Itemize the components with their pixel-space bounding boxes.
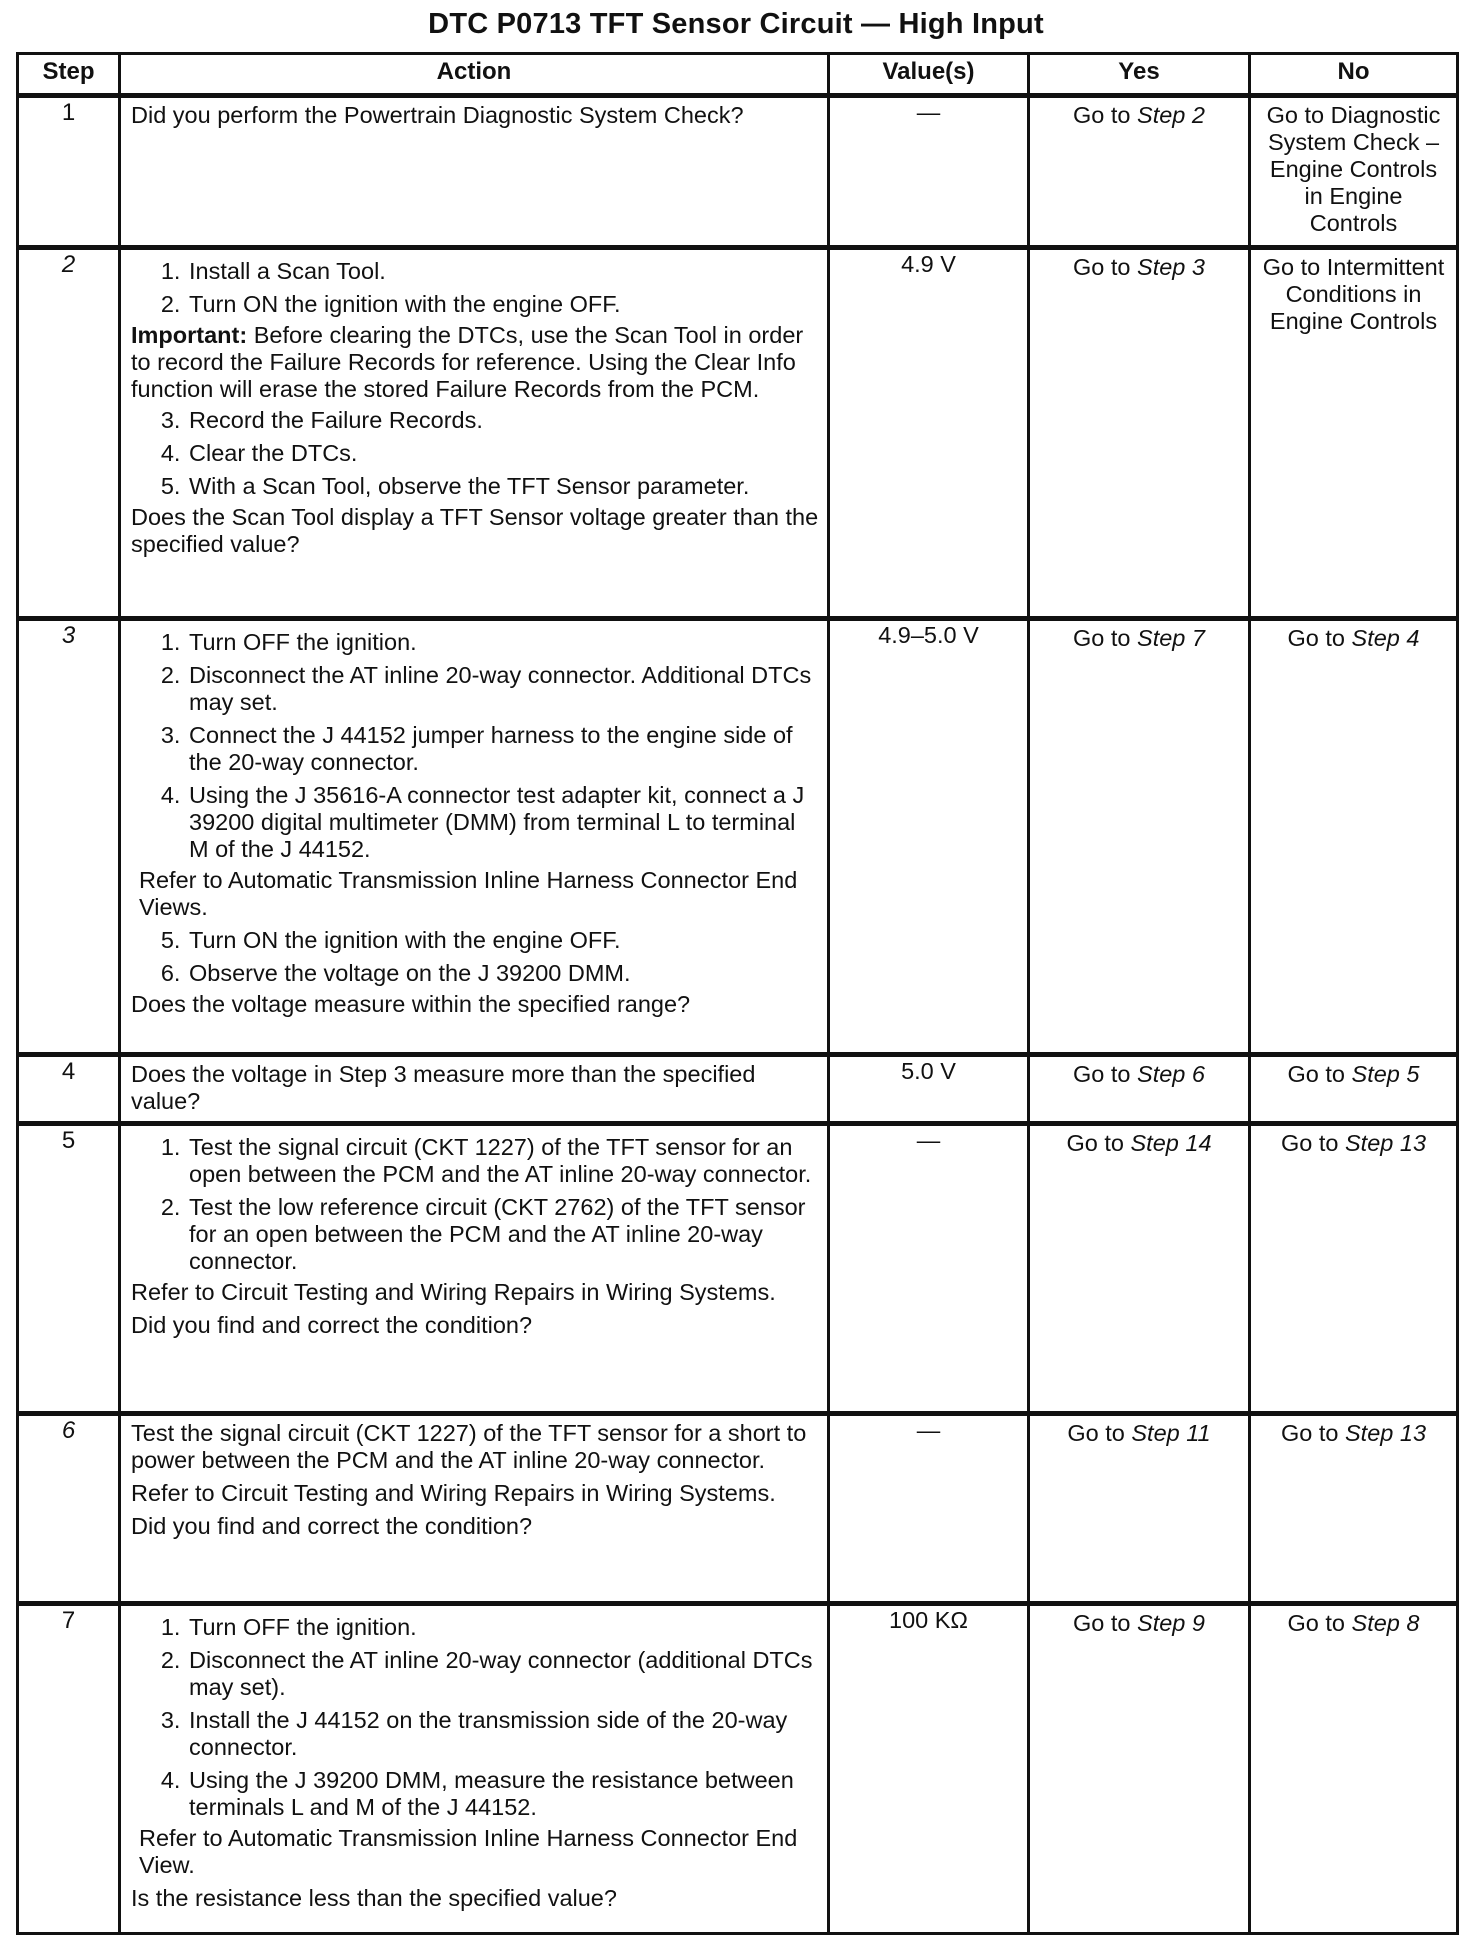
header-yes: Yes xyxy=(1029,54,1250,96)
step-word: Step xyxy=(1137,625,1186,651)
step-word: Step xyxy=(1130,1130,1179,1156)
reference-note: Refer to Automatic Transmission Inline Harness Connector End View. xyxy=(139,1825,798,1878)
goto-label: Go to xyxy=(1073,1061,1131,1087)
action-item: 4. Using the J 35616-A connector test adapter kit, connect a J 39200 digital multimeter (DMM) from terminal L to terminal M of the J 44152. xyxy=(187,782,819,863)
goto-step-number: 3 xyxy=(1191,254,1205,280)
action-item: 3. Install the J 44152 on the transmission side of the 20-way connector. xyxy=(187,1707,819,1761)
header-action: Action xyxy=(120,54,829,96)
yes-cell xyxy=(1029,1604,1250,1934)
step-word: Step xyxy=(1137,1061,1186,1087)
no-cell xyxy=(1250,1604,1458,1934)
goto-label: Go to xyxy=(1280,1130,1339,1156)
goto-label: Go to xyxy=(1073,102,1131,128)
action-item: 5. With a Scan Tool, observe the TFT Sensor parameter. xyxy=(187,473,819,500)
header-row xyxy=(18,54,1458,96)
action-item: 3. Connect the J 44152 jumper harness to the engine side of the 20-way connector. xyxy=(187,722,819,776)
no-cell xyxy=(1250,1124,1458,1414)
yes-cell xyxy=(1029,96,1250,248)
action-item: 1. Test the signal circuit (CKT 1227) of the TFT sensor for an open between the PCM and the AT inline 20-way connector. xyxy=(187,1134,819,1188)
important-note xyxy=(131,322,819,403)
goto-step-number: 13 xyxy=(1399,1420,1427,1446)
goto-label: Go to xyxy=(1073,254,1131,280)
yes-cell xyxy=(1029,248,1250,619)
goto-step-number: 6 xyxy=(1191,1061,1205,1087)
step-number: 7 xyxy=(18,1604,120,1934)
step-word: Step xyxy=(1137,254,1186,280)
action-item: 3. Record the Failure Records. xyxy=(187,407,819,434)
action-item: 1. Turn OFF the ignition. xyxy=(187,1614,819,1641)
action-list xyxy=(131,407,819,500)
action-item: 2. Turn ON the ignition with the engine OFF. xyxy=(187,291,819,318)
action-cell xyxy=(120,619,829,1055)
important-text: Before clearing the DTCs, use the Scan Tool in order to record the Failure Records for reference. Using the Clear Info function will erase the stored Failure Records from the PCM. xyxy=(131,322,804,402)
action-item: 2. Disconnect the AT inline 20-way connector. Additional DTCs may set. xyxy=(187,662,819,716)
action-intro: Test the signal circuit (CKT 1227) of the TFT sensor for a short to power between the PCM and the AT inline 20-way connector. xyxy=(131,1420,807,1473)
action-item: 6. Observe the voltage on the J 39200 DMM. xyxy=(187,960,819,987)
goto-label: Go to xyxy=(1067,1420,1125,1446)
table-row xyxy=(18,1414,1458,1604)
no-cell: Go to Intermittent Conditions in Engine Controls xyxy=(1250,248,1458,619)
action-item: 2. Disconnect the AT inline 20-way connector (additional DTCs may set). xyxy=(187,1647,819,1701)
reference-note: Refer to Circuit Testing and Wiring Repairs in Wiring Systems. xyxy=(131,1279,776,1305)
action-cell xyxy=(120,1604,829,1934)
action-question: Does the voltage in Step 3 measure more than the specified value? xyxy=(131,1061,756,1114)
yes-cell xyxy=(1029,1124,1250,1414)
table-row xyxy=(18,248,1458,619)
value-cell: 4.9–5.0 V xyxy=(829,619,1029,1055)
step-word: Step xyxy=(1131,1420,1180,1446)
action-list xyxy=(131,927,819,987)
step-word: Step xyxy=(1351,625,1400,651)
important-label: Important: xyxy=(131,322,248,348)
value-cell: 5.0 V xyxy=(829,1055,1029,1124)
action-list xyxy=(131,258,819,318)
header-values: Value(s) xyxy=(829,54,1029,96)
action-question: Does the voltage measure within the specified range? xyxy=(131,991,691,1017)
action-question: Does the Scan Tool display a TFT Sensor voltage greater than the specified value? xyxy=(131,504,819,557)
goto-label: Go to xyxy=(1066,1130,1124,1156)
action-list xyxy=(131,1134,819,1275)
table-row xyxy=(18,1055,1458,1124)
value-cell: 100 KΩ xyxy=(829,1604,1029,1934)
step-number: 3 xyxy=(18,619,120,1055)
step-word: Step xyxy=(1137,102,1186,128)
table-row xyxy=(18,619,1458,1055)
no-cell xyxy=(1250,1055,1458,1124)
goto-step-number: 13 xyxy=(1399,1130,1427,1156)
no-cell xyxy=(1250,619,1458,1055)
step-word: Step xyxy=(1137,1610,1186,1636)
value-cell: — xyxy=(829,1414,1029,1604)
action-question: Is the resistance less than the specified value? xyxy=(131,1885,617,1911)
goto-step-number: 2 xyxy=(1191,102,1205,128)
page-title: DTC P0713 TFT Sensor Circuit — High Input xyxy=(428,8,1044,40)
yes-cell xyxy=(1029,1414,1250,1604)
header-no: No xyxy=(1250,54,1458,96)
table-row xyxy=(18,1124,1458,1414)
step-number: 1 xyxy=(18,96,120,248)
action-question: Did you perform the Powertrain Diagnostic System Check? xyxy=(131,102,744,128)
action-question: Did you find and correct the condition? xyxy=(131,1312,533,1338)
step-word: Step xyxy=(1351,1061,1400,1087)
step-number: 5 xyxy=(18,1124,120,1414)
action-item: 1. Install a Scan Tool. xyxy=(187,258,819,285)
action-cell xyxy=(120,96,829,248)
action-item: 2. Test the low reference circuit (CKT 2762) of the TFT sensor for an open between the PCM and the AT inline 20-way connector. xyxy=(187,1194,819,1275)
no-cell xyxy=(1250,1414,1458,1604)
action-item: 1. Turn OFF the ignition. xyxy=(187,629,819,656)
value-cell: — xyxy=(829,1124,1029,1414)
action-cell xyxy=(120,1055,829,1124)
header-step: Step xyxy=(18,54,120,96)
action-item: 4. Using the J 39200 DMM, measure the resistance between terminals L and M of the J 44152. xyxy=(187,1767,819,1821)
goto-step-number: 5 xyxy=(1406,1061,1420,1087)
step-word: Step xyxy=(1345,1130,1394,1156)
step-word: Step xyxy=(1345,1420,1394,1446)
goto-label: Go to xyxy=(1073,625,1131,651)
action-cell xyxy=(120,1124,829,1414)
goto-step-number: 8 xyxy=(1406,1610,1420,1636)
goto-label: Go to xyxy=(1287,625,1345,651)
value-cell: 4.9 V xyxy=(829,248,1029,619)
goto-step-number: 7 xyxy=(1191,625,1205,651)
goto-label: Go to xyxy=(1287,1061,1345,1087)
action-cell xyxy=(120,248,829,619)
goto-step-number: 4 xyxy=(1406,625,1420,651)
reference-note: Refer to Circuit Testing and Wiring Repairs in Wiring Systems. xyxy=(131,1480,776,1506)
action-cell xyxy=(120,1414,829,1604)
diagnostic-table xyxy=(16,52,1459,1935)
step-number: 6 xyxy=(18,1414,120,1604)
action-question: Did you find and correct the condition? xyxy=(131,1513,533,1539)
action-item: 5. Turn ON the ignition with the engine OFF. xyxy=(187,927,819,954)
goto-step-number: 14 xyxy=(1185,1130,1212,1156)
goto-step-number: 9 xyxy=(1191,1610,1205,1636)
value-cell: — xyxy=(829,96,1029,248)
table-row xyxy=(18,1604,1458,1934)
yes-cell xyxy=(1029,619,1250,1055)
step-number: 4 xyxy=(18,1055,120,1124)
action-item: 4. Clear the DTCs. xyxy=(187,440,819,467)
no-cell: Go to Diagnostic System Check – Engine Controls in Engine Controls xyxy=(1250,96,1458,248)
step-word: Step xyxy=(1351,1610,1400,1636)
table-row xyxy=(18,96,1458,248)
step-number: 2 xyxy=(18,248,120,619)
goto-label: Go to xyxy=(1287,1610,1345,1636)
action-list xyxy=(131,1614,819,1821)
reference-note: Refer to Automatic Transmission Inline Harness Connector End Views. xyxy=(139,867,798,920)
action-list xyxy=(131,629,819,863)
goto-label: Go to xyxy=(1073,1610,1131,1636)
goto-step-number: 11 xyxy=(1186,1420,1211,1446)
goto-label: Go to xyxy=(1280,1420,1339,1446)
yes-cell xyxy=(1029,1055,1250,1124)
